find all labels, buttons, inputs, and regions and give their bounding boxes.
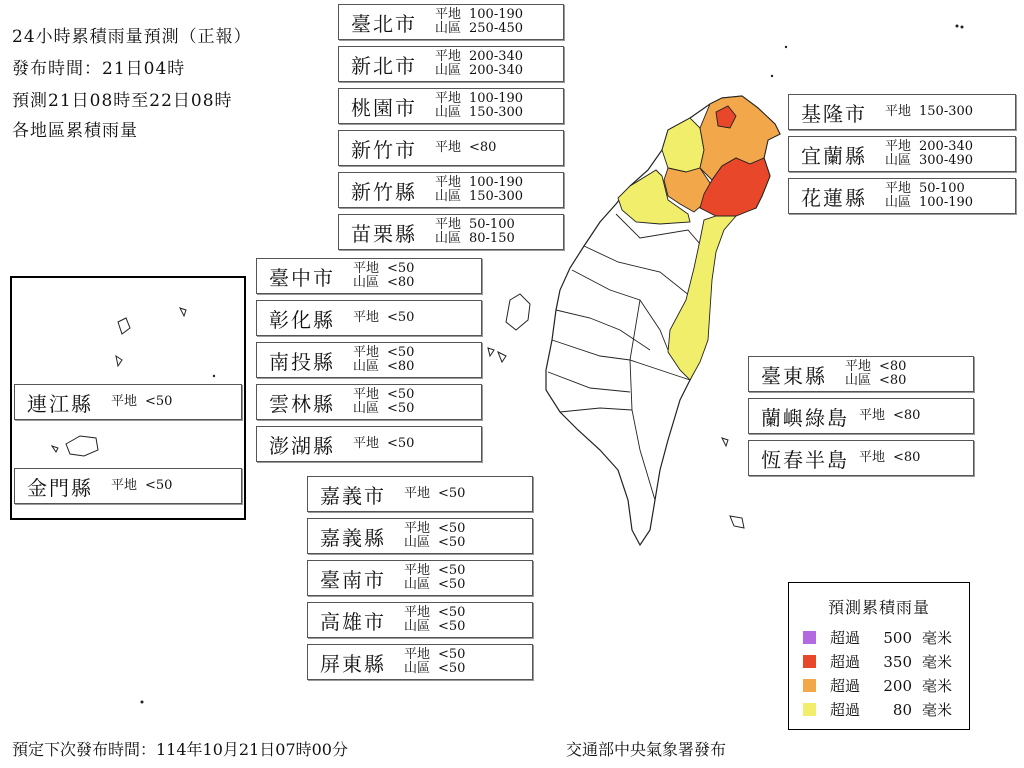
flat-rainfall: <50 [438,605,466,620]
green-island [722,438,728,446]
region-name: 臺北市 [351,11,417,36]
legend-value: 500 [883,628,912,647]
region-box [307,560,533,596]
mountain-rainfall: <50 [438,661,466,676]
flat-rainfall: <50 [145,478,173,493]
flat-label: 平地 [353,345,380,360]
region-name: 高雄市 [320,609,386,634]
mountain-label: 山區 [353,275,380,290]
mountain-rainfall: 300-490 [919,153,974,168]
region-name: 桃園市 [351,95,417,120]
legend-item [803,699,952,720]
flat-label: 平地 [353,261,380,276]
mountain-rainfall: 100-190 [919,195,974,210]
legend-swatch [803,703,816,716]
legend-item [803,675,952,696]
flat-label: 平地 [435,91,462,106]
legend-swatch [803,679,816,692]
region-name: 臺東縣 [761,363,827,388]
region-box [256,300,482,336]
flat-label: 平地 [885,104,912,119]
region-name: 屏東縣 [320,651,386,676]
legend-unit: 毫米 [922,677,953,695]
region-name: 南投縣 [269,349,335,374]
mountain-label: 山區 [404,577,431,592]
flat-rainfall: <50 [387,345,415,360]
mountain-rainfall: 150-300 [469,189,524,204]
legend-unit: 毫米 [922,629,953,647]
region-name: 連江縣 [27,391,93,416]
legend [788,582,970,730]
mountain-label: 山區 [885,195,912,210]
flat-rainfall: <80 [879,359,907,374]
flat-rainfall: <50 [387,261,415,276]
flat-rainfall: <50 [438,486,466,501]
region-name: 宜蘭縣 [801,143,867,168]
legend-item [803,627,952,648]
region-box [748,398,974,434]
region-box [748,356,974,392]
mountain-label: 山區 [404,535,431,550]
legend-item [803,651,952,672]
region-name: 新竹市 [351,137,417,162]
flat-label: 平地 [435,175,462,190]
flat-label: 平地 [859,408,886,423]
region-box [338,214,564,250]
forecast-period: 預測21日08時至22日08時 [12,91,233,111]
mountain-label: 山區 [435,63,462,78]
legend-value: 350 [883,652,912,671]
region-name: 新竹縣 [351,179,417,204]
region-name: 澎湖縣 [269,433,335,458]
flat-rainfall: <50 [438,647,466,662]
region-box [338,172,564,208]
region-box [338,130,564,166]
region-name: 臺中市 [269,265,335,290]
region-name: 基隆市 [801,101,867,126]
flat-rainfall: <50 [438,521,466,536]
mountain-rainfall: <80 [387,359,415,374]
flat-label: 平地 [885,139,912,154]
legend-over: 超過 [830,677,861,695]
region-box [748,440,974,476]
flat-label: 平地 [111,478,138,493]
mountain-label: 山區 [435,231,462,246]
legend-over: 超過 [830,629,861,647]
flat-label: 平地 [435,140,462,155]
region-box [338,4,564,40]
region-name: 苗栗縣 [351,221,417,246]
region-box [338,88,564,124]
flat-rainfall: <50 [145,394,173,409]
flat-label: 平地 [435,217,462,232]
legend-over: 超過 [830,701,861,719]
region-box [14,384,242,420]
flat-rainfall: 50-100 [919,181,965,196]
mountain-label: 山區 [404,619,431,634]
region-name: 恆春半島 [761,447,849,472]
mountain-label: 山區 [845,373,872,388]
flat-rainfall: <50 [387,387,415,402]
mountain-rainfall: <50 [438,577,466,592]
region-box [788,136,1016,172]
mountain-rainfall: <80 [387,275,415,290]
region-box [307,518,533,554]
region-box [256,384,482,420]
flat-rainfall: 150-300 [919,104,974,119]
flat-label: 平地 [859,450,886,465]
legend-unit: 毫米 [922,701,953,719]
flat-label: 平地 [404,521,431,536]
mountain-rainfall: <50 [438,619,466,634]
mountain-label: 山區 [404,661,431,676]
flat-label: 平地 [353,387,380,402]
legend-swatch [803,655,816,668]
lanyu-island [730,516,744,528]
mountain-rainfall: <50 [438,535,466,550]
region-box [788,178,1016,214]
region-name: 蘭嶼綠島 [761,405,849,430]
mountain-rainfall: 150-300 [469,105,524,120]
next-issue-time: 預定下次發布時間：114年10月21日07時00分 [12,740,348,759]
region-name: 花蓮縣 [801,185,867,210]
legend-over: 超過 [830,653,861,671]
mountain-rainfall: 250-450 [469,21,524,36]
region-box [338,46,564,82]
flat-rainfall: 200-340 [469,49,524,64]
flat-label: 平地 [435,49,462,64]
map-subtitle: 各地區累積雨量 [12,121,138,141]
flat-label: 平地 [404,563,431,578]
map-title: 24小時累積雨量預測（正報） [12,27,252,47]
legend-unit: 毫米 [922,653,953,671]
legend-value: 80 [892,700,912,719]
flat-rainfall: <80 [469,140,497,155]
issuing-agency: 交通部中央氣象署發布 [566,740,727,759]
region-box [788,94,1016,130]
region-box [14,468,242,504]
flat-label: 平地 [353,310,380,325]
flat-label: 平地 [353,436,380,451]
region-box [256,426,482,462]
legend-title: 預測累積雨量 [827,598,930,617]
mountain-rainfall: 80-150 [469,231,515,246]
flat-label: 平地 [404,647,431,662]
mountain-rainfall: <50 [387,401,415,416]
flat-label: 平地 [885,181,912,196]
mountain-label: 山區 [885,153,912,168]
flat-label: 平地 [404,605,431,620]
mountain-label: 山區 [435,105,462,120]
flat-rainfall: <80 [893,408,921,423]
region-box [307,644,533,680]
region-name: 雲林縣 [269,391,335,416]
mountain-rainfall: 200-340 [469,63,524,78]
flat-rainfall: 100-190 [469,91,524,106]
region-name: 金門縣 [27,475,93,500]
flat-label: 平地 [111,394,138,409]
region-box [256,342,482,378]
flat-rainfall: <50 [387,310,415,325]
flat-label: 平地 [404,486,431,501]
region-name: 臺南市 [320,567,386,592]
flat-rainfall: 100-190 [469,175,524,190]
region-name: 嘉義市 [320,483,386,508]
mountain-label: 山區 [435,189,462,204]
taoyuan-yellow [662,118,704,172]
flat-rainfall: <50 [387,436,415,451]
mountain-rainfall: <80 [879,373,907,388]
flat-rainfall: 200-340 [919,139,974,154]
mountain-label: 山區 [353,359,380,374]
issue-time: 發布時間：21日04時 [12,59,186,79]
flat-rainfall: 50-100 [469,217,515,232]
region-name: 新北市 [351,53,417,78]
flat-label: 平地 [435,7,462,22]
region-box [307,476,533,512]
region-box [307,602,533,638]
flat-rainfall: <50 [438,563,466,578]
legend-swatch [803,631,816,644]
mountain-label: 山區 [353,401,380,416]
region-name: 彰化縣 [269,307,335,332]
region-name: 嘉義縣 [320,525,386,550]
penghu-island [506,294,530,330]
region-box [256,258,482,294]
mountain-label: 山區 [435,21,462,36]
flat-label: 平地 [845,359,872,374]
flat-rainfall: <80 [893,450,921,465]
legend-value: 200 [883,676,912,695]
flat-rainfall: 100-190 [469,7,524,22]
